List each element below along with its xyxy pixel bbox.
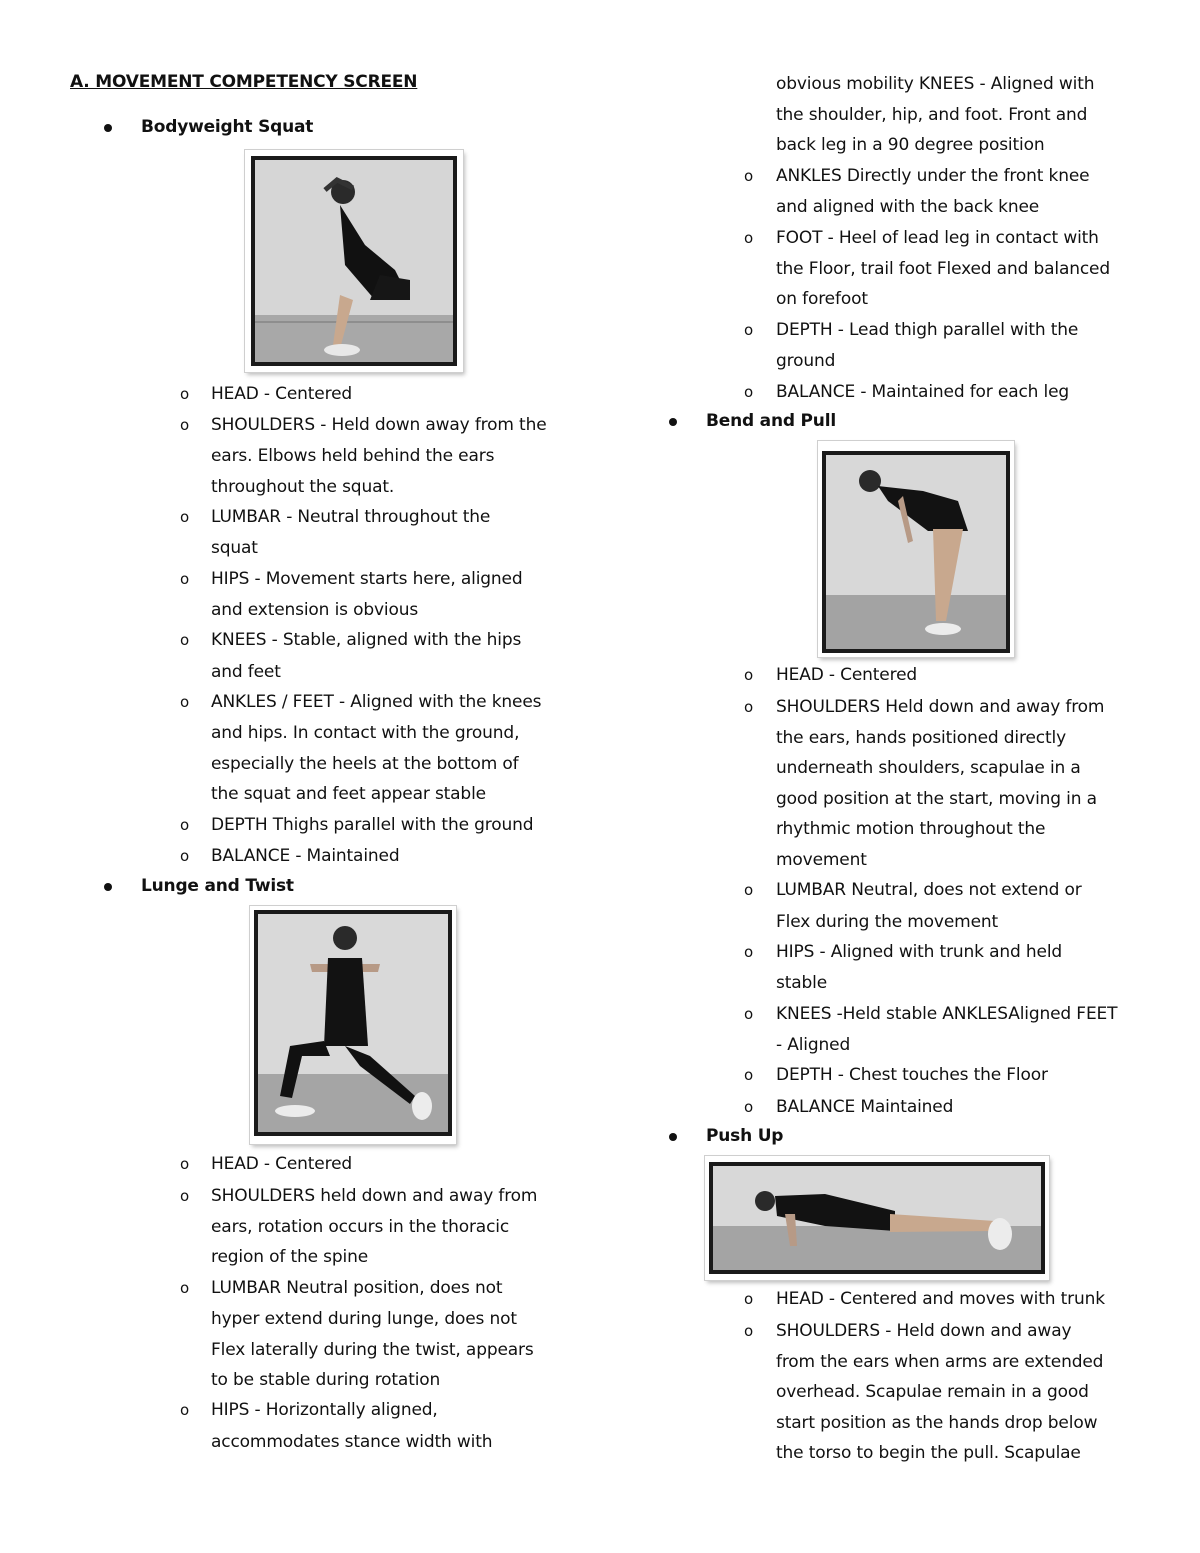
sub-bullet: o (744, 666, 754, 684)
list-item: KNEES - Stable, aligned with the hips (211, 630, 522, 650)
list-item: especially the heels at the bottom of (211, 754, 519, 774)
sub-bullet: o (180, 693, 190, 711)
section-title-pushup: Push Up (706, 1126, 784, 1146)
list-item: ground (776, 351, 836, 371)
list-item: on forefoot (776, 289, 868, 309)
sub-bullet: o (180, 416, 190, 434)
sub-bullet: o (744, 167, 754, 185)
list-item: DEPTH - Lead thigh parallel with the (776, 320, 1079, 340)
list-item: good position at the start, moving in a (776, 789, 1097, 809)
list-item: and feet (211, 662, 281, 682)
sub-bullet: o (744, 881, 754, 899)
list-item: ears. Elbows held behind the ears (211, 446, 495, 466)
list-item: BALANCE Maintained (776, 1097, 954, 1117)
section-bullet (669, 418, 677, 426)
sub-bullet: o (744, 1066, 754, 1084)
sub-bullet: o (180, 508, 190, 526)
list-item: BALANCE - Maintained for each leg (776, 382, 1070, 402)
sub-bullet: o (744, 229, 754, 247)
section-title-lunge: Lunge and Twist (141, 876, 294, 896)
section-bullet (104, 883, 112, 891)
list-item: HEAD - Centered and moves with trunk (776, 1289, 1105, 1309)
list-item: the ears, hands positioned directly (776, 728, 1066, 748)
list-item: stable (776, 973, 828, 993)
list-item: region of the spine (211, 1247, 369, 1267)
sub-bullet: o (180, 1279, 190, 1297)
list-item: back leg in a 90 degree position (776, 135, 1045, 155)
list-item: rhythmic motion throughout the (776, 819, 1046, 839)
sub-bullet: o (744, 1005, 754, 1023)
list-item: BALANCE - Maintained (211, 846, 400, 866)
list-item: the torso to begin the pull. Scapulae (776, 1443, 1081, 1463)
list-item: HIPS - Movement starts here, aligned (211, 569, 523, 589)
list-item: overhead. Scapulae remain in a good (776, 1382, 1089, 1402)
bend-photo (818, 441, 1014, 657)
sub-bullet: o (180, 385, 190, 403)
sub-bullet: o (744, 1290, 754, 1308)
list-item: and hips. In contact with the ground, (211, 723, 520, 743)
list-item: LUMBAR Neutral position, does not (211, 1278, 503, 1298)
list-item: squat (211, 538, 258, 558)
list-item: the Floor, trail foot Flexed and balanced (776, 259, 1110, 279)
list-item: the squat and feet appear stable (211, 784, 486, 804)
sub-bullet: o (180, 847, 190, 865)
list-item: ears, rotation occurs in the thoracic (211, 1217, 510, 1237)
list-item: hyper extend during lunge, does not (211, 1309, 517, 1329)
sub-bullet: o (180, 570, 190, 588)
list-item: obvious mobility KNEES - Aligned with (776, 74, 1095, 94)
list-item: ANKLES / FEET - Aligned with the knees (211, 692, 542, 712)
sub-bullet: o (744, 1322, 754, 1340)
list-item: and aligned with the back knee (776, 197, 1040, 217)
list-item: DEPTH - Chest touches the Floor (776, 1065, 1048, 1085)
list-item: Flex during the movement (776, 912, 999, 932)
lunge-photo (250, 906, 456, 1144)
section-title-bend: Bend and Pull (706, 411, 836, 431)
list-item: HEAD - Centered (776, 665, 918, 685)
section-bullet (104, 124, 112, 132)
sub-bullet: o (744, 383, 754, 401)
list-item: and extension is obvious (211, 600, 419, 620)
list-item: HEAD - Centered (211, 384, 353, 404)
list-item: start position as the hands drop below (776, 1413, 1098, 1433)
list-item: throughout the squat. (211, 477, 395, 497)
list-item: from the ears when arms are extended (776, 1352, 1104, 1372)
sub-bullet: o (744, 321, 754, 339)
list-item: LUMBAR - Neutral throughout the (211, 507, 491, 527)
list-item: - Aligned (776, 1035, 851, 1055)
list-item: KNEES -Held stable ANKLESAligned FEET (776, 1004, 1118, 1024)
sub-bullet: o (180, 631, 190, 649)
sub-bullet: o (180, 1187, 190, 1205)
list-item: LUMBAR Neutral, does not extend or (776, 880, 1082, 900)
squat-photo (245, 150, 463, 372)
list-item: SHOULDERS - Held down away from the (211, 415, 547, 435)
list-item: FOOT - Heel of lead leg in contact with (776, 228, 1099, 248)
sub-bullet: o (744, 943, 754, 961)
list-item: to be stable during rotation (211, 1370, 441, 1390)
list-item: accommodates stance width with (211, 1432, 493, 1452)
list-item: SHOULDERS Held down and away from (776, 697, 1105, 717)
list-item: HIPS - Horizontally aligned, (211, 1400, 438, 1420)
list-item: Flex laterally during the twist, appears (211, 1340, 534, 1360)
list-item: ANKLES Directly under the front knee (776, 166, 1090, 186)
sub-bullet: o (180, 1401, 190, 1419)
sub-bullet: o (744, 1098, 754, 1116)
list-item: SHOULDERS held down and away from (211, 1186, 538, 1206)
list-item: HIPS - Aligned with trunk and held (776, 942, 1063, 962)
section-bullet (669, 1133, 677, 1141)
sub-bullet: o (180, 816, 190, 834)
list-item: SHOULDERS - Held down and away (776, 1321, 1072, 1341)
list-item: DEPTH Thighs parallel with the ground (211, 815, 534, 835)
sub-bullet: o (180, 1155, 190, 1173)
section-title-squat: Bodyweight Squat (141, 117, 314, 137)
list-item: the shoulder, hip, and foot. Front and (776, 105, 1088, 125)
list-item: movement (776, 850, 867, 870)
list-item: HEAD - Centered (211, 1154, 353, 1174)
sub-bullet: o (744, 698, 754, 716)
pushup-photo (705, 1156, 1049, 1280)
page-title: A. MOVEMENT COMPETENCY SCREEN (70, 72, 418, 92)
list-item: underneath shoulders, scapulae in a (776, 758, 1081, 778)
